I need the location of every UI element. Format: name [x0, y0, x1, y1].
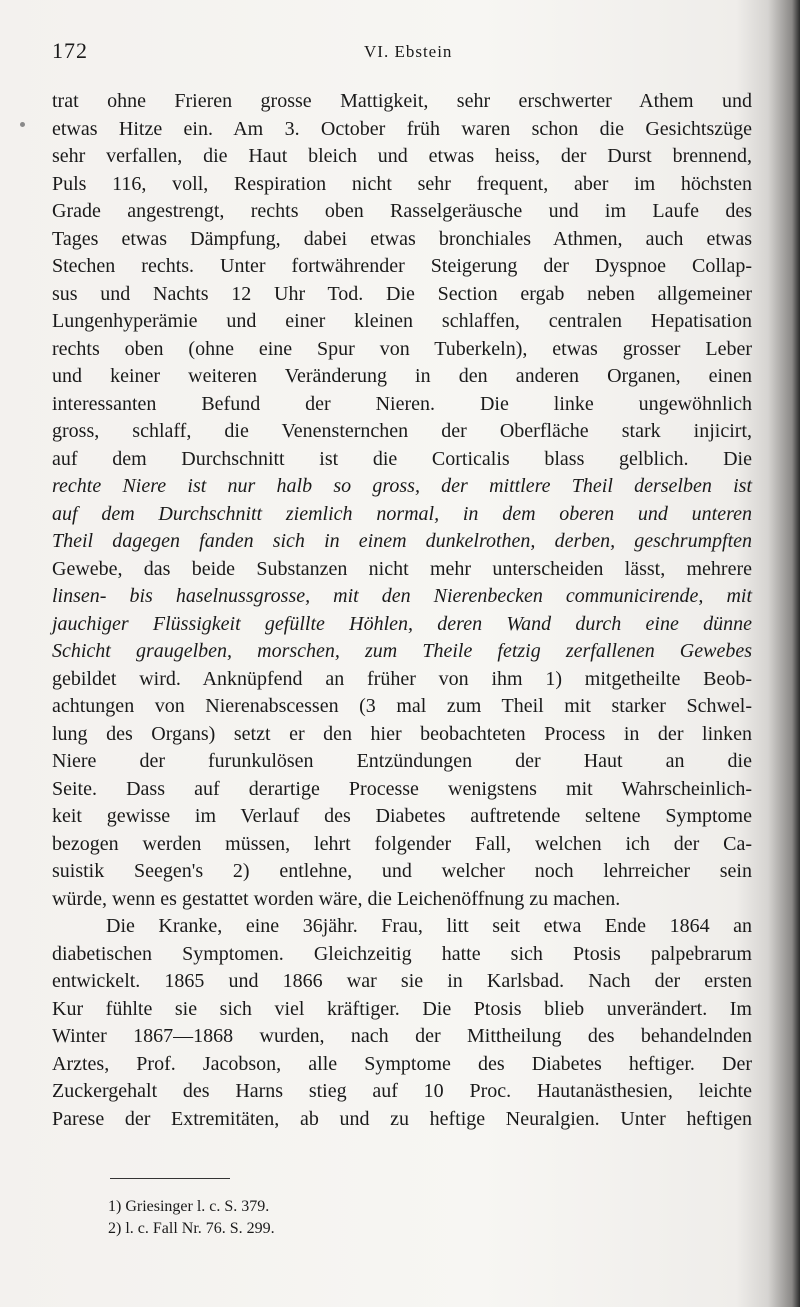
text-line: Kur fühlte sie sich viel kräftiger. Die Ptosis blieb unverändert. Im: [52, 997, 752, 1020]
footnotes: [108, 1196, 608, 1240]
text-line: Seite. Dass auf derartige Processe wenigstens mit Wahrscheinlich-: [52, 777, 752, 800]
page-header: [52, 38, 752, 70]
text-line: entwickelt. 1865 und 1866 war sie in Karlsbad. Nach der ersten: [52, 970, 752, 992]
text-line-italic: linsen- bis haselnussgrosse, mit den Nierenbecken communicirende, mit: [52, 585, 752, 607]
text-line: Niere der furunkulösen Entzündungen der Haut an die: [52, 750, 752, 772]
running-head: VI. Ebstein: [364, 42, 453, 61]
text-line-italic: Theil dagegen fanden sich in einem dunkelrothen, derben, geschrumpften: [52, 530, 752, 552]
text-line: würde, wenn es gestattet worden wäre, die Leichenöffnung zu machen.: [52, 887, 621, 910]
text-line: Parese der Extremitäten, ab und zu heftige Neuralgien. Unter heftigen: [52, 1107, 752, 1130]
footnote: 1) Griesinger l. c. S. 379.: [108, 1198, 270, 1215]
text-line: keit gewisse im Verlauf des Diabetes auftretende seltene Symptome: [52, 805, 752, 827]
page-number: 172: [52, 38, 88, 63]
text-line: Lungenhyperämie und einer kleinen schlaffen, centralen Hepatisation: [52, 310, 752, 332]
text-line: interessanten Befund der Nieren. Die linke ungewöhnlich: [52, 392, 752, 415]
text-line: Puls 116, voll, Respiration nicht sehr frequent, aber im höchsten: [52, 172, 752, 195]
text-line: diabetischen Symptomen. Gleichzeitig hatte sich Ptosis palpebrarum: [52, 942, 752, 965]
text-line-italic: rechte Niere ist nur halb so gross, der mittlere Theil derselben ist: [52, 475, 752, 497]
text-line: gross, schlaff, die Venensternchen der Oberfläche stark injicirt,: [52, 420, 752, 442]
margin-speck: [20, 122, 25, 127]
text-line: sus und Nachts 12 Uhr Tod. Die Section ergab neben allgemeiner: [52, 282, 752, 305]
text-line: bezogen werden müssen, lehrt folgender Fall, welchen ich der Ca-: [52, 832, 752, 855]
footnote: 2) l. c. Fall Nr. 76. S. 299.: [108, 1220, 275, 1237]
text-line: sehr verfallen, die Haut bleich und etwas heiss, der Durst brennend,: [52, 145, 752, 167]
text-line-italic: Schicht graugelben, morschen, zum Theile fetzig zerfallenen Gewebes: [52, 640, 752, 662]
text-line: Grade angestrengt, rechts oben Rasselgeräusche und im Laufe des: [52, 200, 752, 222]
text-line: suistik Seegen's 2) entlehne, und welcher noch lehrreicher sein: [52, 860, 752, 882]
text-line: Arztes, Prof. Jacobson, alle Symptome des Diabetes heftiger. Der: [52, 1052, 752, 1075]
text-line-italic: auf dem Durchschnitt ziemlich normal, in dem oberen und unteren: [52, 502, 752, 525]
text-line: achtungen von Nierenabscessen (3 mal zum Theil mit starker Schwel-: [52, 695, 752, 717]
text-line: auf dem Durchschnitt ist die Corticalis blass gelblich. Die: [52, 447, 752, 470]
text-line: etwas Hitze ein. Am 3. October früh waren schon die Gesichtszüge: [52, 117, 752, 140]
text-line-paragraph-start: Die Kranke, eine 36jähr. Frau, litt seit etwa Ende 1864 an: [106, 915, 752, 937]
text-line: trat ohne Frieren grosse Mattigkeit, sehr erschwerter Athem und: [52, 90, 752, 112]
text-line: gebildet wird. Anknüpfend an früher von ihm 1) mitgetheilte Beob-: [52, 667, 752, 690]
text-line: lung des Organs) setzt er den hier beobachteten Process in der linken: [52, 722, 752, 745]
body-text: [52, 88, 752, 1133]
text-line-italic: jauchiger Flüssigkeit gefüllte Höhlen, deren Wand durch eine dünne: [52, 612, 752, 635]
text-line: rechts oben (ohne eine Spur von Tuberkeln), etwas grosser Leber: [52, 337, 752, 360]
text-line: Tages etwas Dämpfung, dabei etwas bronchiales Athmen, auch etwas: [52, 227, 752, 250]
text-line: Zuckergehalt des Harns stieg auf 10 Proc. Hautanästhesien, leichte: [52, 1080, 752, 1102]
footnote-divider: [110, 1178, 230, 1179]
text-line: Gewebe, das beide Substanzen nicht mehr unterscheiden lässt, mehrere: [52, 557, 752, 580]
text-line: Stechen rechts. Unter fortwährender Steigerung der Dyspnoe Collap-: [52, 255, 752, 277]
text-line: Winter 1867—1868 wurden, nach der Mittheilung des behandelnden: [52, 1025, 752, 1047]
text-line: und keiner weiteren Veränderung in den anderen Organen, einen: [52, 365, 752, 387]
